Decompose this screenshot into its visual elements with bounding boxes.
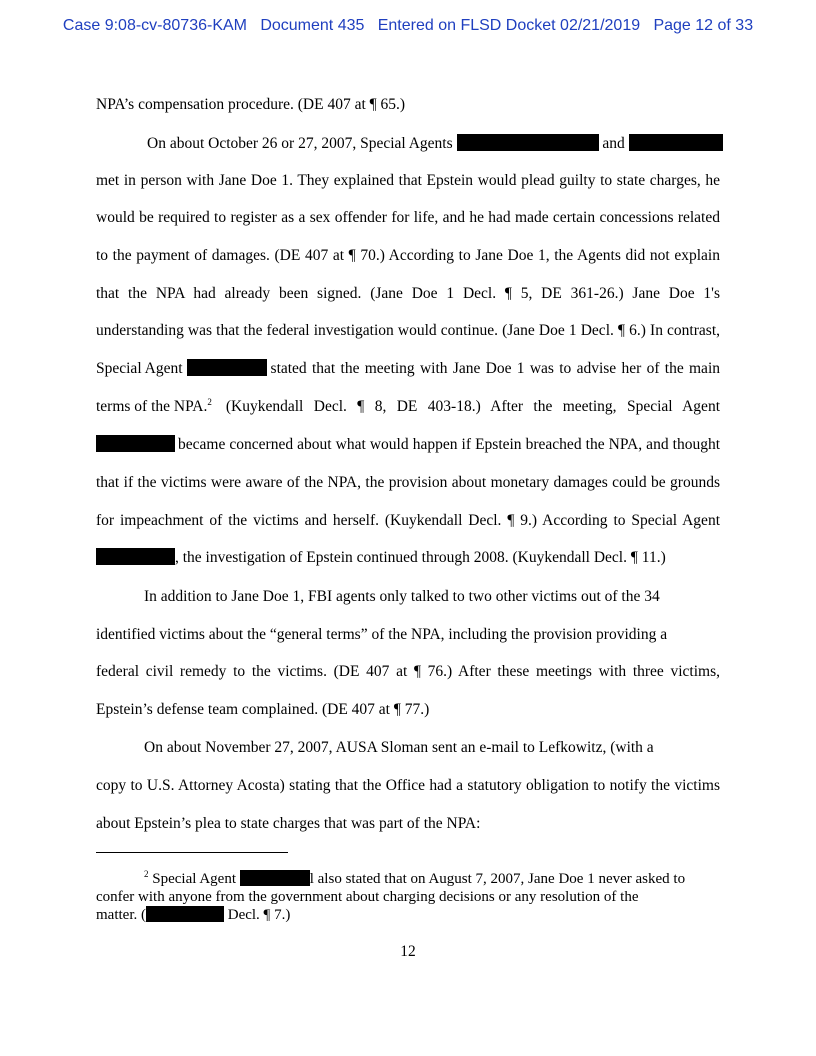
body-line: NPA’s compensation procedure. (DE 407 at ¶ 65.) bbox=[96, 96, 406, 113]
body-line: Epstein’s defense team complained. (DE 407 at ¶ 77.) bbox=[96, 701, 430, 718]
body-line bbox=[96, 397, 720, 417]
footnote-marker: 2 bbox=[144, 869, 149, 879]
footnote-text: Decl. ¶ 7.) bbox=[227, 907, 291, 923]
body-text: became concerned about what would happen if Epstein breached the NPA, and thought bbox=[178, 436, 720, 453]
body-text: stated that the meeting with Jane Doe 1 was to advise her of the main bbox=[270, 360, 720, 377]
body-line: In addition to Jane Doe 1, FBI agents only talked to two other victims out of the 34 bbox=[144, 588, 660, 605]
body-line: for impeachment of the victims and herself. (Kuykendall Decl. ¶ 9.) According to Special Agent bbox=[96, 512, 720, 529]
body-text: (Kuykendall Decl. ¶ 8, DE 403-18.) After the meeting, Special Agent bbox=[225, 398, 720, 415]
body-line: to the payment of damages. (DE 407 at ¶ 70.) According to Jane Doe 1, the Agents did not explain bbox=[96, 247, 720, 264]
footnote-line: confer with anyone from the government about charging decisions or any resolution of the bbox=[96, 889, 639, 905]
redaction-block bbox=[187, 359, 267, 376]
page-number: 12 bbox=[400, 943, 416, 960]
body-line: that if the victims were aware of the NPA, the provision about monetary damages could be grounds bbox=[96, 474, 720, 491]
body-line bbox=[147, 134, 720, 154]
body-line: would be required to register as a sex offender for life, and he had made certain concessions related bbox=[96, 209, 720, 226]
redaction-block bbox=[240, 870, 310, 886]
body-line: copy to U.S. Attorney Acosta) stating that the Office had a statutory obligation to notify the victims bbox=[96, 777, 720, 794]
redaction-block bbox=[457, 134, 599, 151]
case-header: Case 9:08-cv-80736-KAM Document 435 Entered on FLSD Docket 02/21/2019 Page 12 of 33 bbox=[62, 17, 754, 34]
redaction-block bbox=[96, 548, 175, 565]
redaction-block bbox=[96, 435, 175, 452]
footnote-text: Special Agent bbox=[152, 871, 236, 887]
footnote-separator bbox=[96, 852, 288, 853]
body-text: On about October 26 or 27, 2007, Special Agents bbox=[147, 135, 453, 152]
footnote-line bbox=[96, 870, 720, 888]
redaction-block bbox=[629, 134, 723, 151]
body-text: and bbox=[602, 135, 625, 152]
body-line bbox=[96, 435, 720, 455]
body-line: that the NPA had already been signed. (Jane Doe 1 Decl. ¶ 5, DE 361-26.) Jane Doe 1's bbox=[96, 285, 720, 302]
body-line bbox=[96, 359, 720, 379]
body-line: federal civil remedy to the victims. (DE 407 at ¶ 76.) After these meetings with three victims, bbox=[96, 663, 720, 680]
body-line: about Epstein’s plea to state charges that was part of the NPA: bbox=[96, 815, 481, 832]
body-line: understanding was that the federal investigation would continue. (Jane Doe 1 Decl. ¶ 6.) In contrast, bbox=[96, 322, 720, 339]
footnote-text: l also stated that on August 7, 2007, Jane Doe 1 never asked to bbox=[309, 871, 686, 887]
body-text: terms of the NPA.$^2$ bbox=[96, 397, 212, 415]
body-line: met in person with Jane Doe 1. They explained that Epstein would plead guilty to state charges, he bbox=[96, 172, 720, 189]
body-line: On about November 27, 2007, AUSA Sloman sent an e-mail to Lefkowitz, (with a bbox=[144, 739, 654, 756]
body-text: Special Agent bbox=[96, 360, 183, 377]
body-line: identified victims about the “general terms” of the NPA, including the provision providing a bbox=[96, 626, 668, 643]
footnote-ref: 2 bbox=[207, 397, 212, 407]
redaction-block bbox=[146, 906, 224, 922]
body-line bbox=[96, 548, 720, 568]
footnote-text: matter. ( bbox=[96, 907, 146, 923]
footnote-line bbox=[96, 906, 720, 924]
body-text: , the investigation of Epstein continued through 2008. (Kuykendall Decl. ¶ 11.) bbox=[175, 549, 666, 566]
